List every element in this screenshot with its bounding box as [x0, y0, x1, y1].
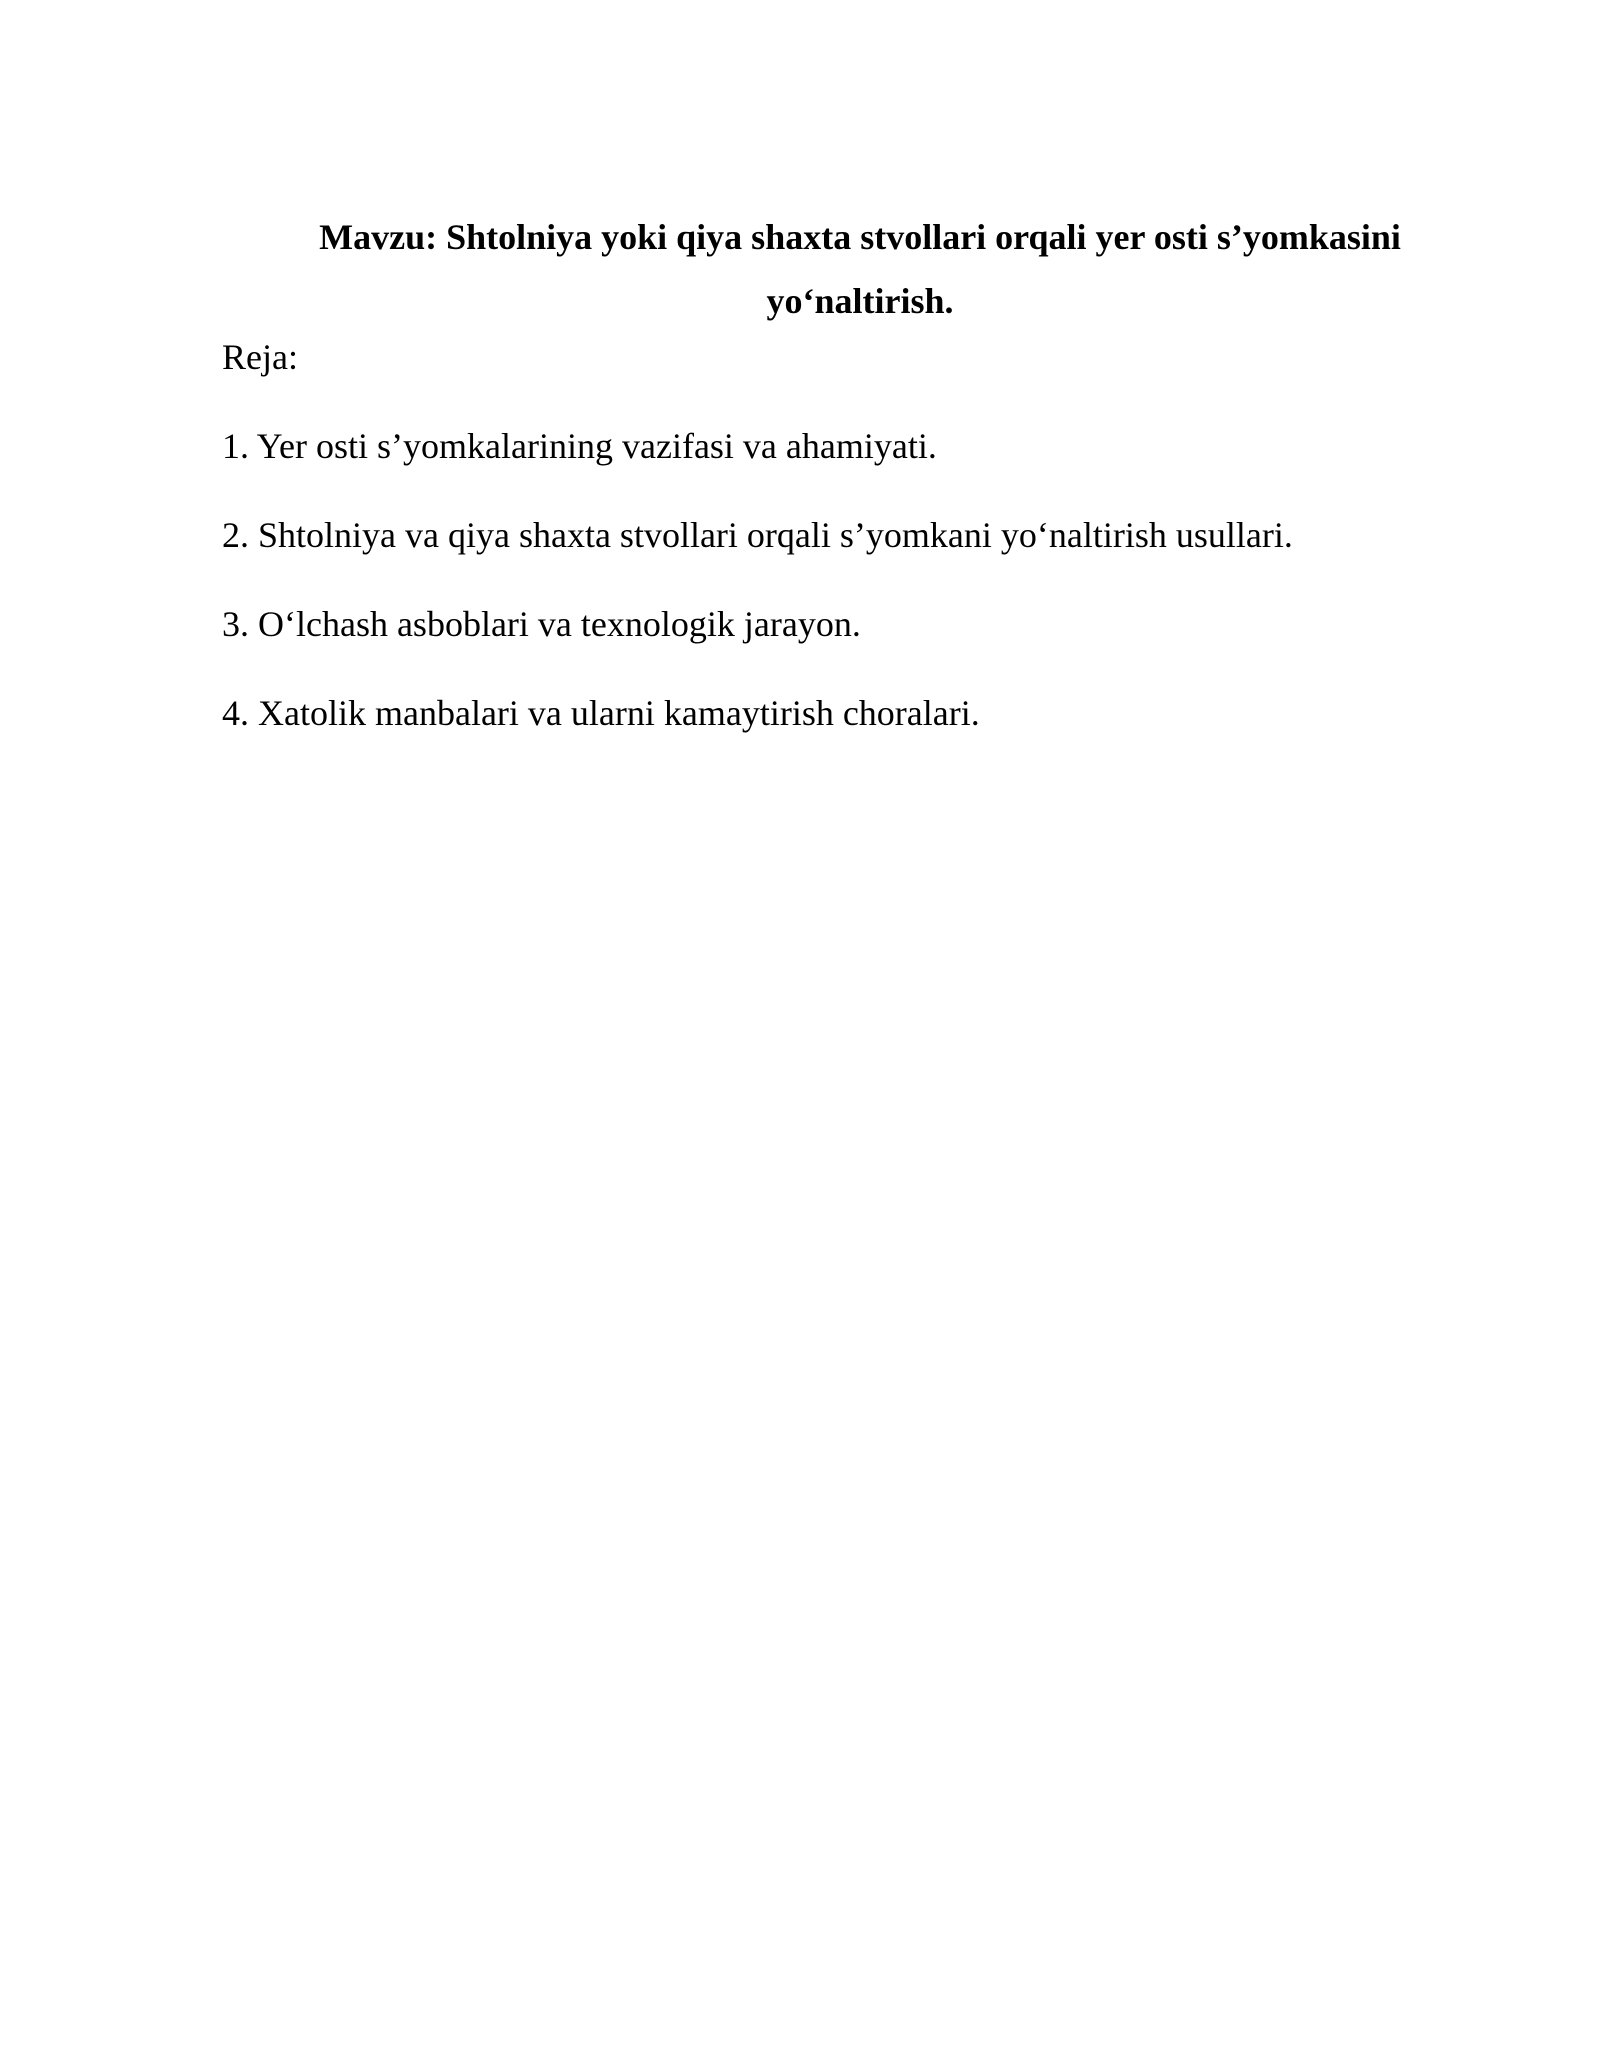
plan-item: 1. Yer osti s’yomkalarining vazifasi va ahamiyati. [222, 426, 937, 466]
title-line-1: Mavzu: Shtolniya yoki qiya shaxta stvollari orqali yer osti s’yomkasini [319, 217, 1401, 257]
plan-item: 3. O‘lchash asboblari va texnologik jarayon. [222, 604, 861, 644]
plan-item: 2. Shtolniya va qiya shaxta stvollari orqali s’yomkani yo‘naltirish usullari. [222, 515, 1293, 555]
document-title [222, 205, 1498, 333]
title-line-2: yo‘naltirish. [766, 281, 954, 321]
plan-heading: Reja: [222, 337, 298, 377]
plan-item: 4. Xatolik manbalari va ularni kamaytirish choralari. [222, 693, 980, 733]
plan-list [222, 424, 1293, 780]
